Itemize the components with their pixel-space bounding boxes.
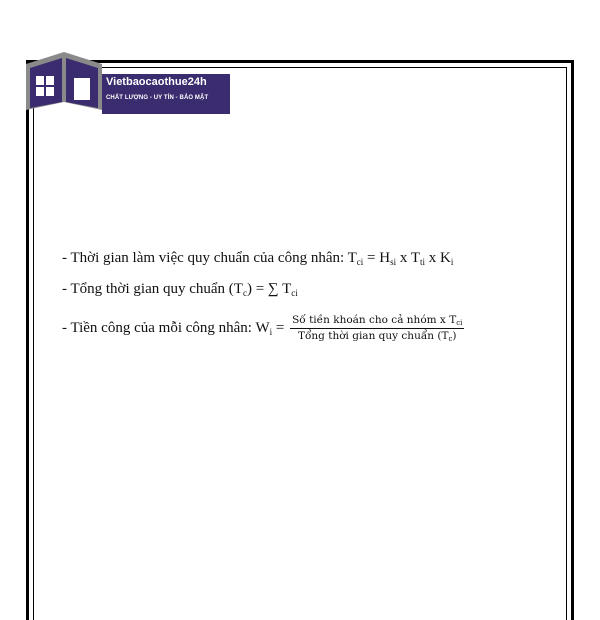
formula-worker-wage [62, 314, 464, 343]
subscript: i [269, 326, 273, 337]
subscript: c [242, 288, 247, 298]
page-frame-inner-border [33, 67, 567, 620]
formula-text: x K [425, 250, 451, 266]
formula-text: x T [396, 250, 421, 266]
logo-brand-text: Vietbaocaothue24h [106, 76, 207, 88]
formula-text: - Thời gian làm việc quy chuẩn của công nhân: T [62, 250, 357, 266]
subscript: i [450, 257, 454, 267]
subscript: ci [291, 288, 298, 298]
formula-standard-work-time [62, 250, 453, 267]
numerator-text: Số tiền khoán cho cả nhóm x T [292, 314, 457, 326]
formula-text: - Tổng thời gian quy chuẩn (T [62, 281, 243, 297]
subscript: ci [456, 319, 463, 327]
subscript: si [390, 257, 397, 267]
formula-text: ) = ∑ T [246, 281, 292, 297]
formula-text: = [272, 319, 289, 336]
subscript: c [448, 335, 453, 343]
logo [24, 50, 214, 114]
formula-text: - Tiền công của mỗi công nhân: W [62, 319, 270, 336]
denominator-text: Tổng thời gian quy chuẩn (T [297, 330, 449, 342]
formula-total-standard-time [62, 281, 298, 298]
logo-tagline: CHẤT LƯỢNG - UY TÍN - BẢO MẬT [106, 95, 209, 101]
denominator-close: ) [452, 330, 457, 342]
fraction-numerator [290, 314, 464, 329]
formula-text: = H [363, 250, 391, 266]
fraction [290, 314, 464, 343]
subscript: ti [420, 257, 426, 267]
subscript: ci [356, 257, 364, 267]
fraction-denominator [290, 329, 464, 343]
